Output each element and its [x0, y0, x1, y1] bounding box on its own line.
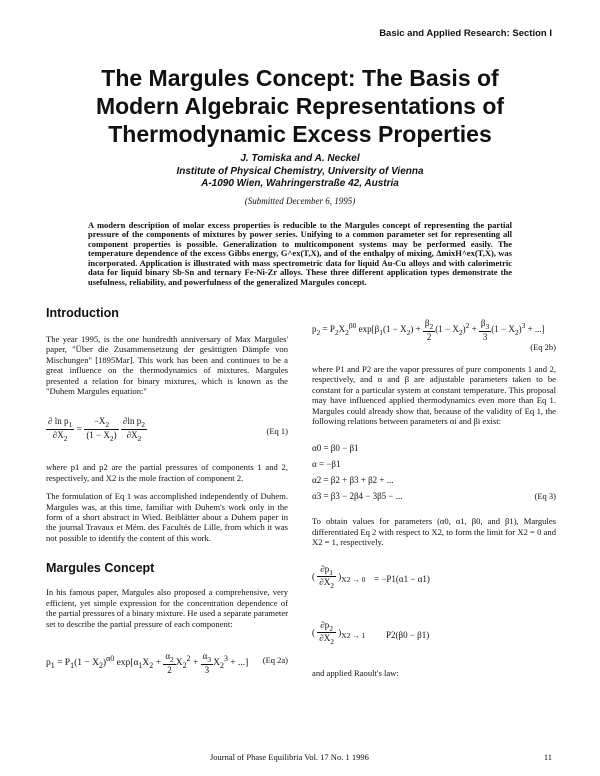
title-line-3: Thermodynamic Excess Properties: [108, 121, 492, 147]
paper-title: [40, 64, 560, 148]
right-paragraph-3: and applied Raoult's law:: [312, 667, 399, 678]
intro-paragraph-3: The formulation of Eq 1 was accomplished independently of Duhem. Margules was, at this time, familiar with Duhem's work only in the form of a short abstract in Wied. Beiblätter about a Duhem paper in the journal Travaux et Mém. des Facultés de Lille, from which it was not possible to identify the content of this work.: [46, 491, 288, 543]
limit-equation-1: ( $\frac{\partial p_1}{\partial X_2}$ )$_{X2 \to 0}$ = −P1(α1 − α1): [312, 563, 430, 591]
intro-heading: Introduction: [46, 306, 119, 320]
eq3-tag: (Eq 3): [534, 491, 556, 502]
intro-paragraph-2: where p1 and p2 are the partial pressures of components 1 and 2, respectively, and X2 is the mole fraction of component 2.: [46, 462, 288, 483]
equation-2b: $p_2 = P_2X_2^{\beta 0}$ $\exp[\beta_1(1 - X_2)$ + $\frac{\beta_2}{2}$ $(1 - X_2)^2$ + $\frac{\beta_3}{3}$ $(1 - X_2)^3$ + ...] (Eq 2b): [312, 318, 556, 352]
eq1-tag: (Eq 1): [266, 426, 288, 437]
equation-1: $\frac{\partial \ln p_1}{\partial X_2}$ = $\frac{-X_2}{(1 - X_2)}$ $\frac{\partial\ln p_2}{\partial X_2}$ (Eq 1): [48, 416, 288, 444]
relation-4: α3 = β3 − 2β4 − 3β5 − ...: [312, 491, 403, 502]
title-line-1: The Margules Concept: The Basis of: [101, 65, 499, 91]
margules-paragraph-1: In his famous paper, Margules also proposed a comprehensive, very efficient, yet simple expression for the concentration dependence of the partial pressures of a binary mixture. He used a separate parameter set to describe the partial pressure of each component:: [46, 587, 288, 629]
limit-equation-2: ( $\frac{\partial p_2}{\partial X_2}$ )$_{X2 \to 1}$ P2(β0 − β1): [312, 619, 430, 647]
section-tag: Basic and Applied Research: Section I: [379, 28, 552, 39]
abstract: A modern description of molar excess properties is reducible to the Margules concept of representing the partial pressure of the components of mixtures by power series. Unifying to a common parameter set for representing all component properties is possible. Generalization to multicomponent systems may be performed easily. The temperature dependence of the excess Gibbs energy, G^ex(T,X), and of the enthalpy of mixing, ΔmixH^ex(T,X), was incorporated. Application is illustrated with mass spectrometric data for liquid Au-Cu alloys and with calorimetric data for liquid binary Sb-Sn and ternary Fe-Ni-Zr alloys. These three different application types demonstrate the usefulness, reliability, and powerfulness of the generalized Margules concept.: [88, 219, 512, 288]
author-names: J. Tomiska and A. Neckel: [240, 153, 360, 164]
right-paragraph-2: To obtain values for parameters (α0, α1, β0, and β1), Margules differentiated Eq 2 with respect to X2, to form the limit for X2 = 0 and X2 = 1, respectively.: [312, 516, 556, 548]
title-line-2: Modern Algebraic Representations of: [95, 93, 505, 119]
footer-journal: Journal of Phase Equilibria Vol. 17 No. 1 1996: [210, 752, 369, 762]
equation-3-block: [312, 440, 556, 504]
margules-heading: Margules Concept: [46, 561, 155, 576]
left-column: [46, 306, 288, 675]
relation-2: α = −β1: [312, 459, 341, 470]
right-column: [312, 318, 556, 678]
author-address: A-1090 Wien, Wahringerstraße 42, Austria: [201, 178, 399, 189]
limit-2-rhs: P2(β0 − β1): [386, 629, 430, 640]
relation-3: α2 = β2 + β3 + β2 + ...: [312, 475, 394, 486]
footer-page-number: 11: [543, 752, 552, 762]
limit-1-rhs: = −P1(α1 − α1): [374, 573, 430, 584]
relation-1: α0 = β0 − β1: [312, 443, 359, 454]
intro-paragraph-1: The year 1995, is the one hundredth anniversary of Max Margules' paper, "Über die Zusammensetzung der gesättigten Dämpfe von Mischungen" [1895Mar]. This work has been and continues to be a great influence on the thermodynamics of mixtures. Margules presented a relation for binary mixtures, which is known as the "Duhem Margules equation:": [46, 334, 288, 397]
author-block: [40, 153, 560, 191]
eq2a-tag: (Eq 2a): [262, 654, 288, 665]
right-paragraph-1: where P1 and P2 are the vapor pressures of pure components 1 and 2, respectively, and α and β are adjustable parameters taken to be constant for a particular system at constant temperature. This proposal may have influenced applied thermodynamics even more than Eq 1. Margules could already show that, because of the validity of Eq 1, the following relations between parameters αi and βi exist:: [312, 364, 556, 427]
eq2b-tag: (Eq 2b): [530, 342, 556, 352]
submitted-date: (Submitted December 6, 1995): [244, 196, 356, 206]
author-institute: Institute of Physical Chemistry, University of Vienna: [176, 165, 424, 177]
equation-2a: $p_1 = P_1(1 - X_2)^{\alpha 0}$ $\exp[\alpha_1X_2$ + $\frac{\alpha_2}{2}$ $X_2^2$ + $\frac{\alpha_3}{3}$ $X_2^3$ + ...] (Eq 2a): [46, 650, 288, 675]
